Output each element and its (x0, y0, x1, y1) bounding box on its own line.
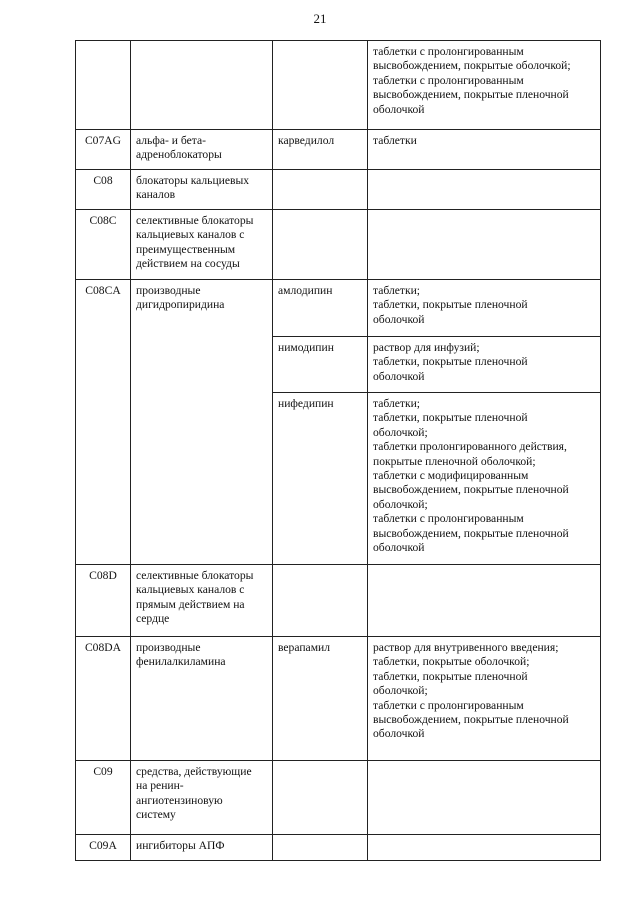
drug-name-cell: нифедипин (273, 393, 368, 565)
dosage-form-line: таблетки с пролонгированным (373, 73, 524, 87)
atc-code-cell: C09A (76, 835, 131, 861)
drug-name-cell (273, 565, 368, 637)
dosage-form-line: раствор для внутривенного введения; (373, 641, 559, 654)
group-name-cell (131, 130, 273, 170)
page-number: 21 (313, 11, 327, 26)
group-name-line: селективные блокаторы (136, 569, 254, 582)
table-row (76, 637, 601, 761)
dosage-form-line: оболочкой; (373, 497, 428, 511)
dosage-form-cell (368, 565, 601, 637)
dosage-form-line: высвобождением, покрытые пленочной (373, 483, 569, 497)
group-name-line: каналов (136, 188, 176, 202)
dosage-form-line: таблетки пролонгированного действия, (373, 440, 567, 454)
dosage-form-line: таблетки; (373, 284, 421, 297)
dosage-form-line: покрытые пленочной оболочкой; (373, 454, 536, 468)
dosage-form-line: таблетки; (373, 397, 421, 410)
drug-name-cell: нимодипин (273, 337, 368, 393)
dosage-form-cell (368, 337, 601, 393)
group-name-cell (131, 41, 273, 130)
group-name-line: блокаторы кальциевых (136, 174, 250, 187)
dosage-form-cell (368, 637, 601, 761)
group-name-line: средства, действующие (136, 765, 252, 778)
group-name-line: селективные блокаторы (136, 214, 254, 227)
group-name-line: на ренин- (136, 779, 184, 793)
atc-code-cell: C08D (76, 565, 131, 637)
dosage-form-line: оболочкой; (373, 425, 428, 439)
dosage-form-line: таблетки с пролонгированным (373, 45, 524, 58)
group-name-cell (131, 170, 273, 210)
group-name-line: прямым действием на (136, 597, 245, 611)
group-name-line: производные (136, 641, 201, 654)
drug-name-cell (273, 761, 368, 835)
dosage-form-line: оболочкой (373, 727, 425, 741)
group-name-line: фенилалкиламина (136, 655, 226, 669)
group-name-line: кальциевых каналов с (136, 583, 245, 597)
table-row (76, 835, 601, 861)
dosage-form-line: высвобождением, покрытые пленочной (373, 713, 569, 727)
drug-classification-table (75, 40, 601, 861)
dosage-form-cell (368, 170, 601, 210)
dosage-form-line: оболочкой (373, 312, 425, 326)
dosage-form-line: таблетки, покрытые пленочной (373, 355, 528, 369)
dosage-form-cell (368, 41, 601, 130)
group-name-line: преимущественным (136, 242, 236, 256)
drug-name-cell (273, 170, 368, 210)
table-row (76, 565, 601, 637)
atc-code-cell: C07AG (76, 130, 131, 170)
table-body (76, 41, 601, 861)
drug-name-cell (273, 835, 368, 861)
dosage-form-line: оболочкой (373, 102, 425, 116)
dosage-form-cell (368, 210, 601, 280)
dosage-form-line: таблетки, покрытые пленочной (373, 298, 528, 312)
group-name-line: систему (136, 808, 176, 822)
dosage-form-line: высвобождением, покрытые оболочкой; (373, 59, 571, 73)
drug-name-cell (273, 210, 368, 280)
table-row (76, 130, 601, 170)
group-name-line: кальциевых каналов с (136, 228, 245, 242)
dosage-form-line: таблетки, покрытые пленочной (373, 411, 528, 425)
dosage-form-cell (368, 280, 601, 337)
table-row (76, 210, 601, 280)
drug-name-cell (273, 41, 368, 130)
dosage-form-line: таблетки, покрытые оболочкой; (373, 655, 530, 669)
group-name-line: адреноблокаторы (136, 148, 222, 162)
group-name-line: сердце (136, 612, 170, 626)
table-row (76, 170, 601, 210)
atc-code-cell: C08DA (76, 637, 131, 761)
group-name-line: дигидропиридина (136, 298, 225, 312)
atc-code-cell: C09 (76, 761, 131, 835)
dosage-form-line: таблетки с пролонгированным (373, 698, 524, 712)
table-row (76, 280, 601, 337)
group-name-cell (131, 565, 273, 637)
atc-code-cell: C08 (76, 170, 131, 210)
drug-name-cell: карведилол (273, 130, 368, 170)
atc-code-cell (76, 41, 131, 130)
atc-code-cell: C08CA (76, 280, 131, 565)
dosage-form-line: высвобождением, покрытые пленочной (373, 88, 569, 102)
dosage-form-line: оболочкой; (373, 684, 428, 698)
dosage-form-line: таблетки с модифицированным (373, 469, 529, 483)
table-row (76, 761, 601, 835)
atc-code-cell: C08C (76, 210, 131, 280)
dosage-form-line: раствор для инфузий; (373, 341, 480, 354)
group-name-cell (131, 835, 273, 861)
dosage-form-line: высвобождением, покрытые пленочной (373, 526, 569, 540)
group-name-cell (131, 637, 273, 761)
group-name-cell (131, 280, 273, 565)
group-name-line: действием на сосуды (136, 257, 240, 271)
dosage-form-line: оболочкой (373, 369, 425, 383)
group-name-line: ингибиторы АПФ (136, 839, 225, 852)
dosage-form-line: таблетки с пролонгированным (373, 512, 524, 526)
dosage-form-cell (368, 393, 601, 565)
dosage-form-cell (368, 761, 601, 835)
group-name-line: альфа- и бета- (136, 134, 206, 147)
dosage-form-line: таблетки (373, 134, 417, 147)
group-name-line: производные (136, 284, 201, 297)
group-name-cell (131, 210, 273, 280)
drug-name-cell: верапамил (273, 637, 368, 761)
group-name-cell (131, 761, 273, 835)
dosage-form-cell (368, 130, 601, 170)
dosage-form-cell (368, 835, 601, 861)
drug-name-cell: амлодипин (273, 280, 368, 337)
group-name-line: ангиотензиновую (136, 793, 223, 807)
dosage-form-line: таблетки, покрытые пленочной (373, 669, 528, 683)
table-row (76, 41, 601, 130)
dosage-form-line: оболочкой (373, 541, 425, 555)
